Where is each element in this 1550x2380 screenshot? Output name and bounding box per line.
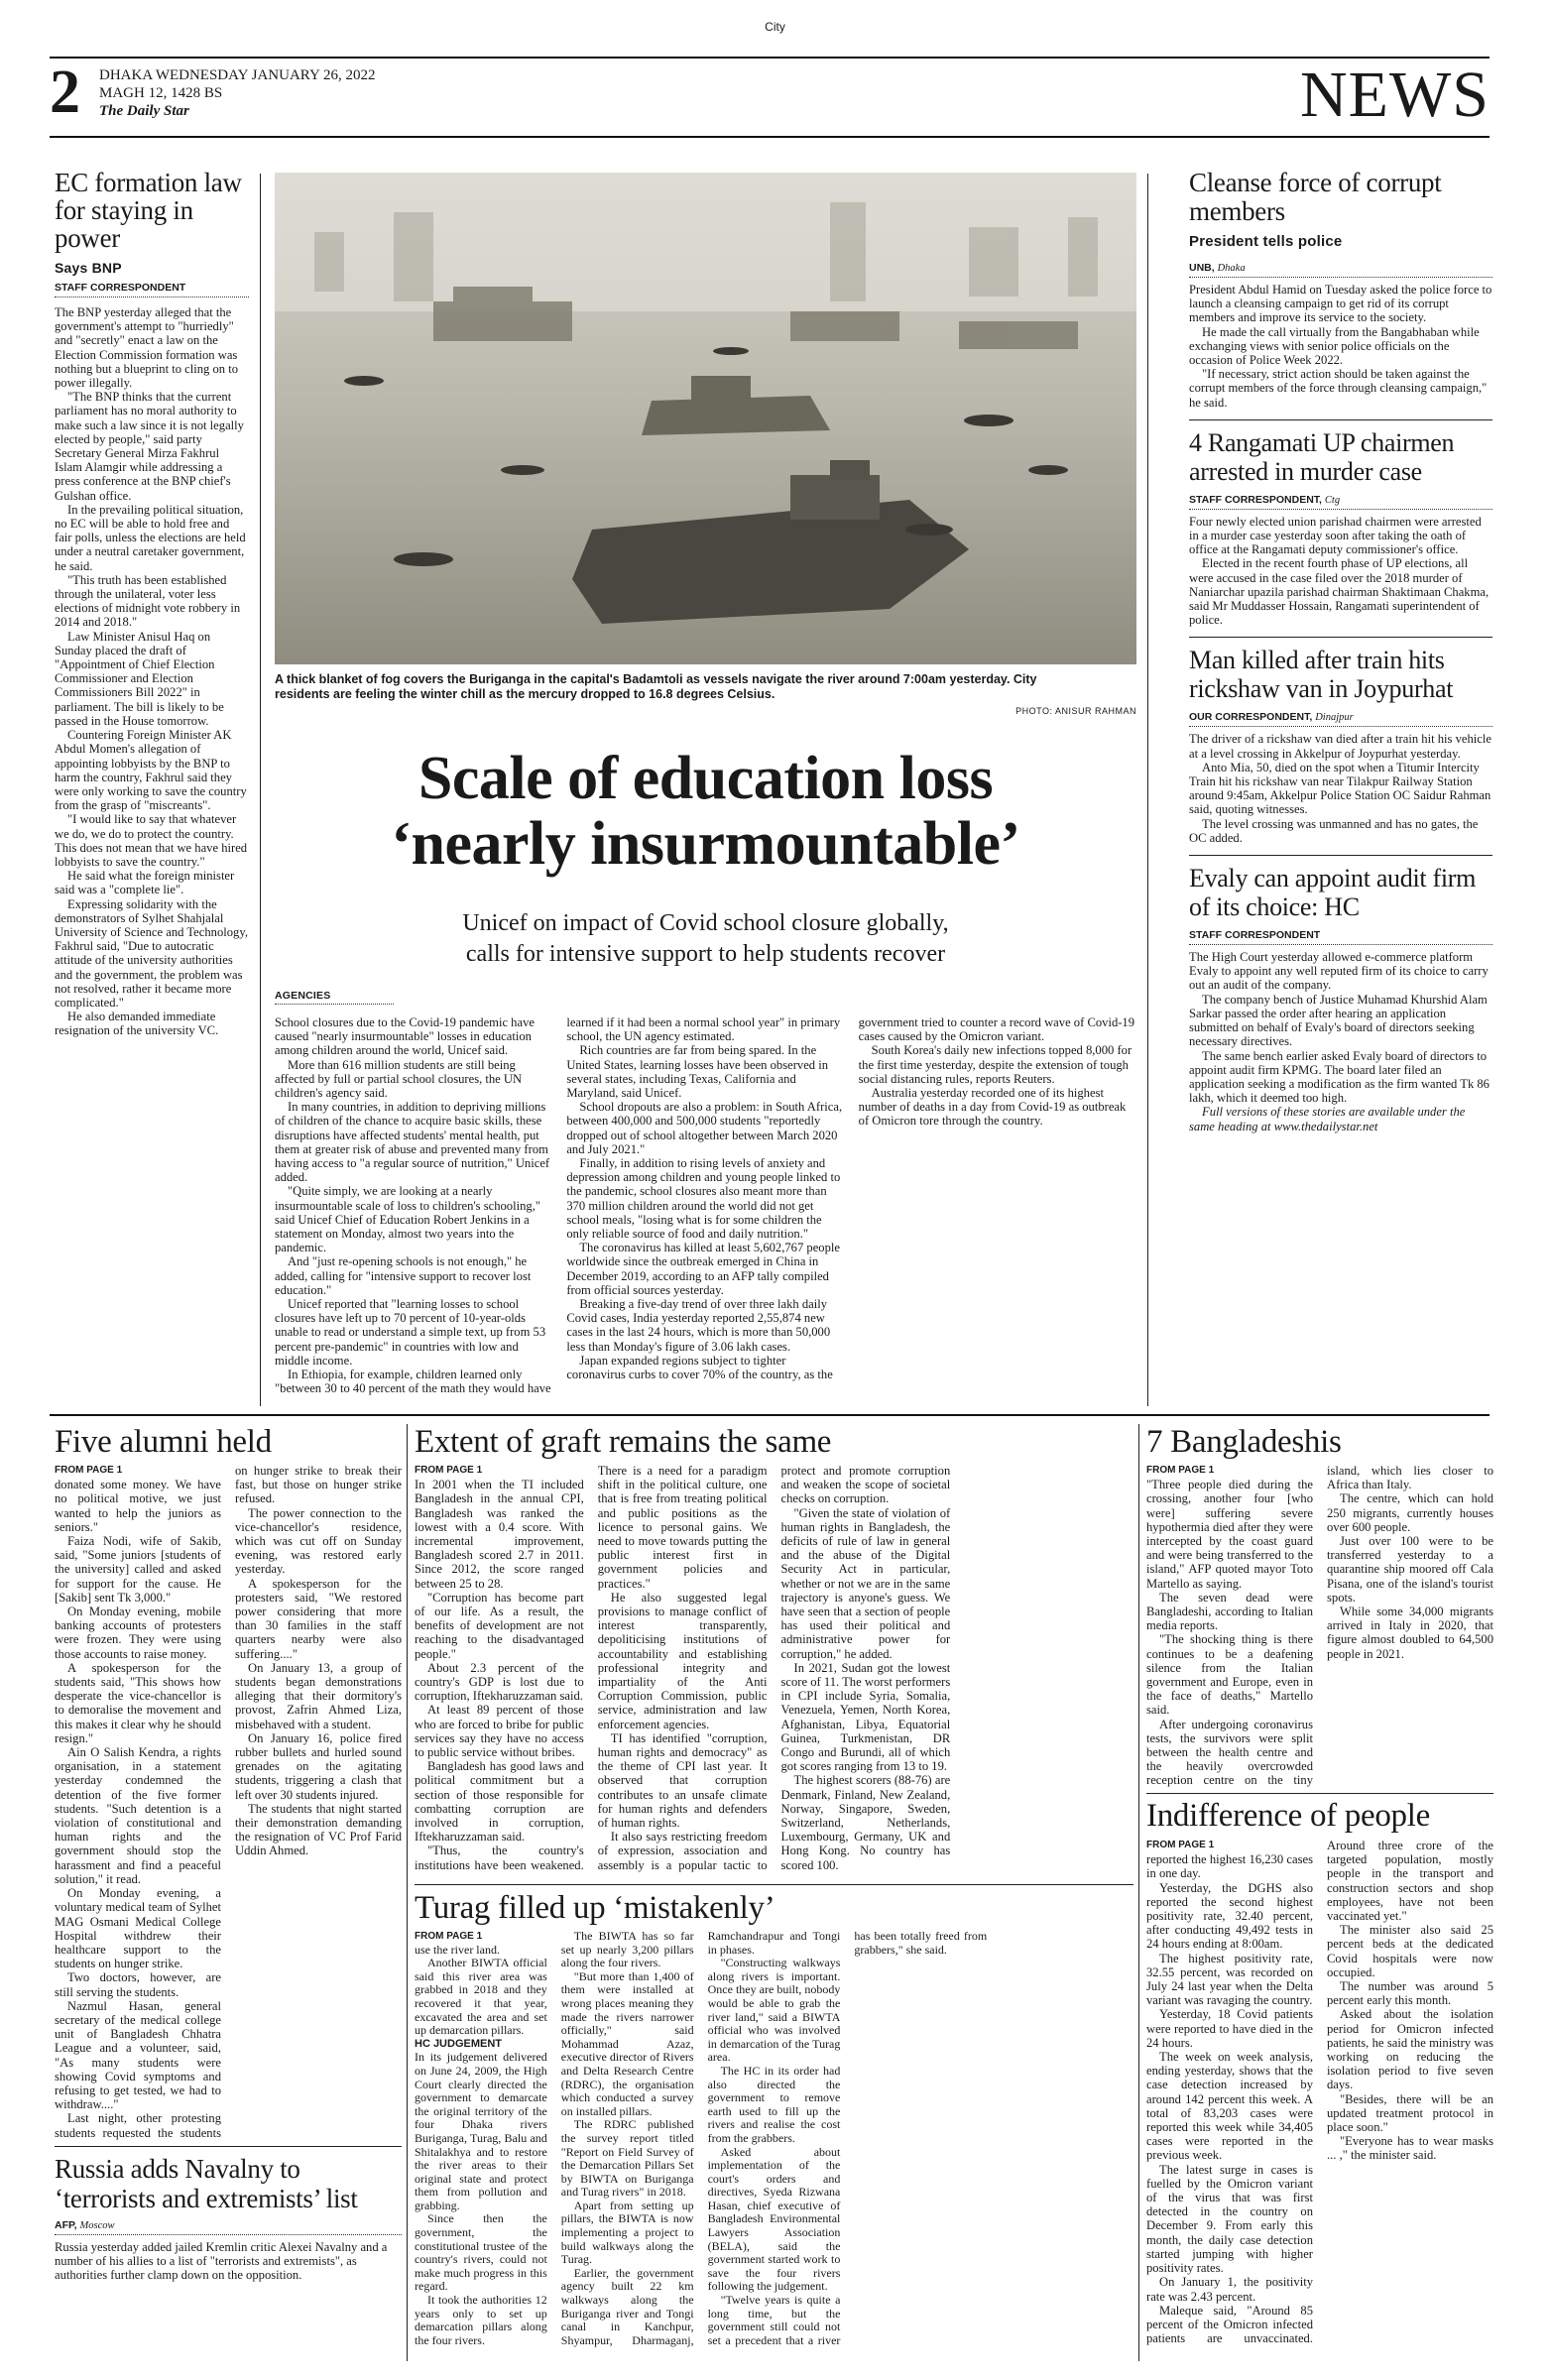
rangamati-headline: 4 Rangamati UP chairmen arrested in murder case xyxy=(1189,427,1455,486)
train-headline: Man killed after train hits rickshaw van in Joypurhat xyxy=(1189,646,1454,704)
fog-river-photo xyxy=(275,173,1136,664)
photo-illustration xyxy=(275,173,1136,664)
bangla-date: MAGH 12, 1428 BS xyxy=(99,85,223,101)
cleanse-headline: Cleanse force of corrupt members xyxy=(1189,168,1442,226)
turag-body: FROM PAGE 1 use the river land. Another BIWTA official said this river area was grabbed in 2018 and they recovered it that year, excavated the area and set up demarcation pillars. HC JUDGEMENT In its judgement delivered on June 24, 2009, the High Court clearly directed the government to demarcate the original territory of the four Dhaka rivers Buriganga, Turag, Balu and Shitalakhya and to restore the river areas to their original state and protect them from pollution and grabbing. Since then the government, the constitutional trustee of the country's rivers, could not make much progress in this regard. It took the authorities 12 years only to set up demarcation pillars along the four rivers. The BIWTA has so far set up nearly 3,200 pillars along the four rivers. "But more than 1,400 of them were installed at wrong places meaning they made the rivers narrower officially," said Mohammad Azaz, executive director of Rivers and Delta Research Centre (RDRC), the organisation which conducted a survey on installed pillars. The RDRC published the survey report titled "Report on Field Survey of the Demarcation Pillars Set by BIWTA on Buriganga and Turag rivers" in 2018. Apart from setting up pillars, the BIWTA is now implementing a project to build walkways along the Turag. Earlier, the government agency built 22 km walkways along the Buriganga river and Tongi canal in Kanchpur, Shyampur, Dharmaganj, Ramchandrapur and Tongi in phases. "Constructing walkways along rivers is important. Once they are built, nobody would be able to grab the river land," said a BIWTA official who was involved in demarcation of the Turag area. The HC in its order had also directed the government to remove earth used to fill up the rivers and realise the cost from the grabbers. Asked about implementation of the court's orders and directives, Syeda Rizwana Hasan, chief executive of Bangladesh Environmental Lawyers Association (BELA), said the government started work to save the four rivers following the judgement. "Twelve years is quite a long time, but the government still could not set a precedent that a river has been totally freed from grabbers," she said. xyxy=(415,1929,988,2347)
masthead-rule-top xyxy=(50,57,1490,59)
half-divider xyxy=(50,1414,1490,1416)
graft-headline: Extent of graft remains the same xyxy=(415,1424,832,1460)
turag-headline: Turag filled up ‘mistakenly’ xyxy=(415,1890,775,1926)
ec-byline: STAFF CORRESPONDENT xyxy=(55,282,249,298)
column-rule xyxy=(407,1424,408,2361)
russia-story xyxy=(55,2154,402,2283)
evaly-body: The High Court yesterday allowed e-commerce platform Evaly to appoint any well reputed firm of its choice to carry out an audit of the company. The company bench of Justice Muhamad Khurshid Alam Sarkar passed the order after hearing an application submitted on behalf of Evaly's board of directors seeking necessary directives. The same bench earlier asked Evaly board of directors to appoint audit firm KPMG. The board later filed an application seeking a modification as the firm wanted Tk 86 lakh, which it deemed too high. Full versions of these stories are available under the same heading at www.thedailystar.net xyxy=(1189,950,1490,1133)
rangamati-byline: STAFF CORRESPONDENT, Ctg xyxy=(1189,494,1492,510)
divider xyxy=(1146,1793,1493,1794)
seven-body: FROM PAGE 1 "Three people died during the crossing, another four [who were] suffering severe hypothermia died after they were intercepted by the coast guard and were being transferred to the island," AFP quoted mayor Toto Martello as saying. The seven dead were Bangladeshi, according to Italian media reports. "The shocking thing is there continues to be a deafening silence from the Italian government and Europe, even in the face of deaths," Martello said. After undergoing coronavirus tests, the survivors were split between the health centre and the heavily overcrowded reception centre on the tiny island, which lies closer to Africa than Italy. The centre, which can hold 250 migrants, currently houses over 600 people. Just over 100 were to be transferred yesterday to a quarantine ship moored off Cala Pisana, one of the island's tourist spots. While some 34,000 migrants arrived in Italy in 2020, that figure almost doubled to 64,500 people in 2021. xyxy=(1146,1464,1493,1788)
divider xyxy=(1189,637,1492,638)
photo-caption: A thick blanket of fog covers the Buriganga in the capital's Badamtoli as vessels navigate the river around 7:00am yesterday. City residents are feeling the winter chill as the mercury dropped to 16.8 degrees Celsius. xyxy=(275,672,1037,701)
turag-story xyxy=(415,1890,1133,2366)
page-number: 2 xyxy=(50,59,80,126)
cleanse-kicker: President tells police xyxy=(1189,233,1343,250)
indiff-story xyxy=(1146,1797,1493,2358)
photo-credit: PHOTO: ANISUR RAHMAN xyxy=(1015,706,1136,716)
right-column xyxy=(1189,169,1492,1133)
alumni-headline: Five alumni held xyxy=(55,1424,272,1460)
ec-story xyxy=(55,169,249,1038)
section-title: NEWS xyxy=(1300,59,1490,131)
divider xyxy=(55,2146,402,2147)
alumni-story xyxy=(55,1424,402,2143)
paper-logo: The Daily Star xyxy=(99,103,189,119)
ec-kicker: Says BNP xyxy=(55,260,122,276)
evaly-headline: Evaly can appoint audit firm of its choice: HC xyxy=(1189,864,1477,922)
section-label: City xyxy=(765,20,785,34)
graft-story xyxy=(415,1424,1133,1880)
column-rule xyxy=(1147,174,1148,1406)
lead-headline: Scale of education loss ‘nearly insurmountable’ xyxy=(391,745,1020,878)
column-rule xyxy=(1138,1424,1139,2361)
rangamati-body: Four newly elected union parishad chairmen were arrested in a murder case yesterday soon after taking the oath of office at the Rangamati deputy commissioner's office. Elected in the recent fourth phase of UP elections, all were accused in the case filed over the 2018 murder of Naniarchar upazila parishad chairman Shaktimaan Chakma, said Mr Muddasser Hossain, Rangamati superintendent of police. xyxy=(1189,514,1490,628)
date-line: DHAKA WEDNESDAY JANUARY 26, 2022 xyxy=(99,67,376,83)
divider xyxy=(415,1884,1133,1885)
indiff-headline: Indifference of people xyxy=(1146,1798,1430,1834)
russia-byline: AFP, Moscow xyxy=(55,2219,402,2235)
lead-byline: AGENCIES xyxy=(275,990,394,1005)
cleanse-byline: UNB, Dhaka xyxy=(1189,262,1492,278)
lead-deck: Unicef on impact of Covid school closure globally, calls for intensive support to help students recover xyxy=(462,910,949,967)
seven-headline: 7 Bangladeshis xyxy=(1146,1424,1342,1460)
column-rule xyxy=(260,174,261,1406)
divider xyxy=(1189,855,1492,856)
indiff-body: FROM PAGE 1 reported the highest 16,230 cases in one day. Yesterday, the DGHS also reported the second highest positivity rate, 32.40 percent, after conducting 49,492 tests in 24 hours ending at 8:00am. The highest positivity rate, 32.55 percent, was recorded on July 24 last year when the Delta variant was ravaging the country. Yesterday, 18 Covid patients were reported to have died in the 24 hours. The week on week analysis, ending yesterday, shows that the case detection increased by around 142 percent this week. A total of 83,203 cases were reported this week while 34,405 cases were reported in the previous week. The latest surge in cases is fuelled by the Omicron variant of the virus that was first detected in the country on December 9. From early this month, the daily case detection started jumping with higher positivity rates. On January 1, the positivity rate was 2.43 percent. Maleque said, "Around 85 percent of the Omicron infected patients are unvaccinated. Around three crore of the targeted population, mostly people in the transport and construction sectors and shop employees, have not been vaccinated yet." The minister also said 25 percent beds at the dedicated Covid hospitals were now occupied. The number was around 5 percent early this month. Asked about the isolation period for Omicron infected patients, he said the ministry was working on reducing the isolation period to five seven days. "Besides, there will be an updated treatment protocol in place soon." "Everyone has to wear masks ... ," the minister said. xyxy=(1146,1839,1493,2346)
graft-body: FROM PAGE 1 In 2001 when the TI included Bangladesh in the annual CPI, Bangladesh was ranked the lowest with a 0.4 score. With incremental improvement, Bangladesh scored 2.7 in 2011. Since 2012, the score ranged between 25 to 28. "Corruption has become part of our life. As a result, the benefits of development are not reaching to the disadvantaged people." About 2.3 percent of the country's GDP is lost due to corruption, Iftekharuzzaman said. At least 89 percent of those who are forced to bribe for public services say they have no access to public service without bribes. Bangladesh has good laws and political commitment but a section of those responsible for combatting corruption are involved in corruption, Iftekharuzzaman said. "Thus, the country's institutions have been weakened. There is a need for a paradigm shift in the political culture, one that is free from treating political and public positions as the licence to personal gains. We need to move towards putting the public interest first in government policies and practices." He also suggested legal provisions to manage conflict of interest transparently, depoliticising institutions of accountability and establishing professional integrity and impartiality of the Anti Corruption Commission, public service, administration and law enforcement agencies. TI has identified "corruption, human rights and democracy" as the theme of CPI last year. It observed that corruption contributes to an unsafe climate for human rights and defenders of human rights. It also says restricting freedom of expression, association and assembly is a popular tactic to protect and promote corruption and weaken the scope of societal checks on corruption. "Given the state of violation of human rights in Bangladesh, the deficits of rule of law in general and the abuse of the Digital Security Act in particular, whether or not we are in the same trajectory is anyone's guess. We have seen that a section of people has used their political and administrative power for corruption," he added. In 2021, Sudan got the lowest score of 11. The worst performers in CPI include Syria, Somalia, Venezuela, Yemen, North Korea, Afghanistan, Libya, Equatorial Guinea, Turkmenistan, DR Congo and Burundi, all of which got scores ranging from 13 to 19. The highest scorers (88-76) are Denmark, Finland, New Zealand, Norway, Singapore, Sweden, Switzerland, Netherlands, Luxembourg, Germany, UK and Hong Kong. No country has scored 100. xyxy=(415,1464,951,1872)
seven-story xyxy=(1146,1424,1493,1791)
divider xyxy=(1189,419,1492,420)
ec-headline: EC formation law for staying in power xyxy=(55,168,242,253)
ec-body: The BNP yesterday alleged that the government's attempt to "hurriedly" and "secretly" enact a law on the Election Commission formation was nothing but a blueprint to cling on to power illegally. "The BNP thinks that the current parliament has no moral authority to make such a law since it is not legally elected by people," said party Secretary General Mirza Fakhrul Islam Alamgir while addressing a press conference at the BNP chief's Gulshan office. In the prevailing political situation, no EC will be able to hold free and fair polls, unless the elections are held under a neutral caretaker government, he said. "This truth has been established through the unilateral, voter less elections of midnight vote robbery in 2014 and 2018." Law Minister Anisul Haq on Sunday placed the draft of "Appointment of Chief Election Commissioner and Election Commissioners Bill 2022" in parliament. The bill is likely to be passed in the House tomorrow. Countering Foreign Minister AK Abdul Momen's allegation of appointing lobbyists by the BNP to harm the country, Fakhrul said they were only working to save the country from the grasp of "miscreants". "I would like to say that whatever we do, we do to protect the country. This does not mean that we have hired lobbyists to save the country." He said what the foreign minister said was a "complete lie". Expressing solidarity with the demonstrators of Sylhet Shahjalal University of Science and Technology, Fakhrul said, "Due to autocratic attitude of the university authorities and the government, the problem was not resolved, rather it became more complicated." He also demanded immediate resignation of the university VC. xyxy=(55,305,248,1038)
train-body: The driver of a rickshaw van died after a train hit his vehicle at a level crossing in Akkelpur of Joypurhat yesterday. Anto Mia, 50, died on the spot when a Titumir Intercity Train hit his rickshaw van near Tilakpur Railway Station around 9:45am, Akkelpur Police Station OC Saidur Rahman said, quoting witnesses. The level crossing was unmanned and has no gates, the OC added. xyxy=(1189,732,1491,845)
russia-body: Russia yesterday added jailed Kremlin critic Alexei Navalny and a number of his allies to a list of "terrorists and extremists", as authorities further clamp down on the opposition. xyxy=(55,2240,388,2283)
alumni-body: FROM PAGE 1 donated some money. We have no political motive, we just wanted to help the juniors as seniors." Faiza Nodi, wife of Sakib, said, "Some juniors [students of the university] called and asked for support for the cause. He [Sakib] sent Tk 3,000." On Monday evening, mobile banking accounts of protesters were frozen. They were using those accounts to raise money. A spokesperson for the students said, "This shows how desperate the vice-chancellor is to demoralise the movement and this makes it clear why he should resign." Ain O Salish Kendra, a rights organisation, in a statement yesterday condemned the detention of the five former students. "Such detention is a violation of constitutional and human rights and the government should stop the harassment and find a peaceful solution," it read. On Monday evening, a voluntary medical team of Sylhet MAG Osmani Medical College Hospital withdrew their healthcare support to the students on hunger strike. Two doctors, however, are still serving the students. Nazmul Hasan, general secretary of the medical college unit of Bangladesh Chhatra League and a volunteer, said, "As many students were showing Covid symptoms and refusing to get tested, we had to withdraw...." Last night, other protesting students requested the students on hunger strike to break their fast, but those on hunger strike refused. The power connection to the vice-chancellor's residence, which was cut off on Sunday evening, was restored early yesterday. A spokesperson for the protesters said, "We restored power considering that more than 30 families in the staff quarters nearby were also suffering...." On January 13, a group of students began demonstrations alleging that their dormitory's provost, Zafrin Ahmed Liza, misbehaved with a student. On January 16, police fired rubber bullets and hurled sound grenades on the agitating students, triggering a clash that left over 30 students injured. The students that night started their demonstration demanding the resignation of VC Prof Farid Uddin Ahmed. xyxy=(55,1464,402,2140)
cleanse-body: President Abdul Hamid on Tuesday asked the police force to launch a cleansing campaign to get rid of its corrupt members and improve its service to the society. He made the call virtually from the Bangabhaban while exchanging views with senior police officials on the occasion of Police Week 2022. "If necessary, strict action should be taken against the corrupt members of the force through cleansing campaign," he said. xyxy=(1189,283,1492,410)
russia-headline: Russia adds Navalny to ‘terrorists and extremists’ list xyxy=(55,2154,358,2213)
evaly-byline: STAFF CORRESPONDENT xyxy=(1189,929,1492,945)
lead-body: School closures due to the Covid-19 pandemic have caused "nearly insurmountable" losses in education among children around the world, Unicef said. More than 616 million students are still being affected by full or partial school closures, the UN children's agency said. In many countries, in addition to depriving millions of children of the chance to acquire basic skills, these disruptions have affected students' mental health, put them at greater risk of abuse and prevented many from having access to "a regular source of nutrition," Unicef added. "Quite simply, we are looking at a nearly insurmountable scale of loss to children's schooling," said Unicef Chief of Education Robert Jenkins in a statement on Monday, almost two years into the pandemic. And "just re-opening schools is not enough," he added, calling for "intensive support to recover lost education." Unicef reported that "learning losses to school closures have left up to 70 percent of 10-year-olds unable to read or understand a simple text, up from 53 percent pre-pandemic" in countries with low and middle income. In Ethiopia, for example, children learned only "between 30 to 40 percent of the math they would have learned if it had been a normal school year" in primary school, the UN agency estimated. Rich countries are far from being spared. In the United States, learning losses have been observed in several states, including Texas, California and Maryland, said Unicef. School dropouts are also a problem: in South Africa, between 400,000 and 500,000 students "reportedly dropped out of school altogether between March 2020 and July 2021." Finally, in addition to rising levels of anxiety and depression among children and young people linked to the pandemic, school closures also meant more than 370 million children around the world did not get school meals, "losing what is for some children the only reliable source of food and daily nutrition." The coronavirus has killed at least 5,602,767 people worldwide since the outbreak emerged in China in December 2019, according to an AFP tally compiled from official sources yesterday. Breaking a five-day trend of over three lakh daily Covid cases, India yesterday reported 2,55,874 new cases in the last 24 hours, which is more than 50,000 less than Monday's figure of 3.06 lakh cases. Japan expanded regions subject to tighter coronavirus curbs to cover 70% of the country, as the government tried to counter a record wave of Covid-19 cases caused by the Omicron variant. South Korea's daily new infections topped 8,000 for the first time yesterday, despite the extension of tough social distancing rules, reports Reuters. Australia yesterday recorded one of its highest number of deaths in a day from Covid-19 as outbreak of Omicron tore through the country. xyxy=(275,1015,1135,1396)
train-byline: OUR CORRESPONDENT, Dinajpur xyxy=(1189,711,1492,727)
masthead-rule-bottom xyxy=(50,136,1490,138)
